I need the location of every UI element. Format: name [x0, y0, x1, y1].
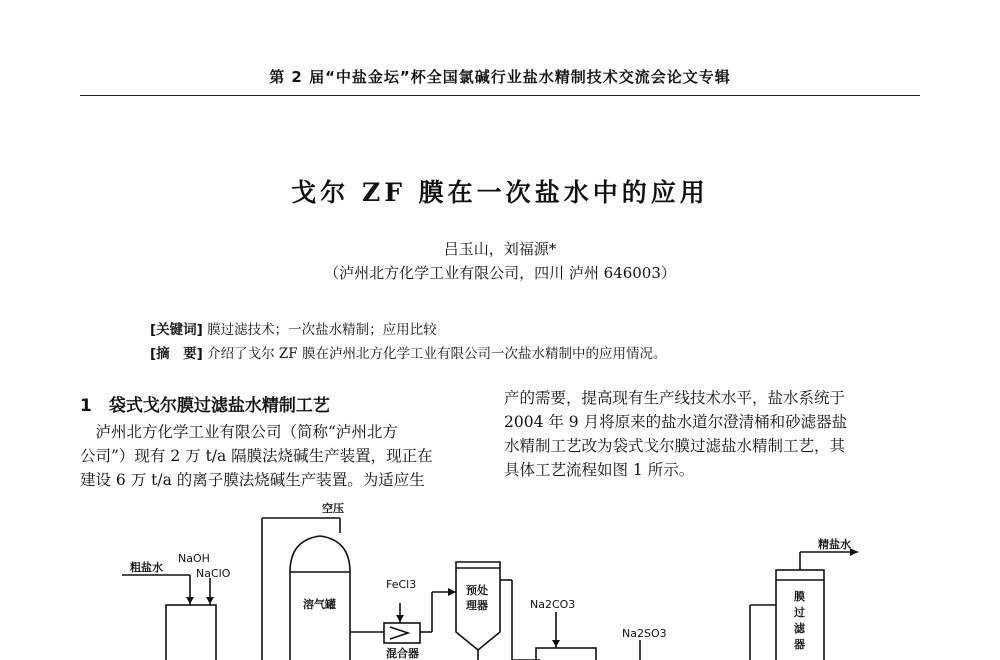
left-line-3: 建设 6 万 t/a 的离子膜法烧碱生产装置。为适应生 [80, 471, 425, 489]
label-na2co3: Na2CO3 [530, 598, 576, 611]
right-line-3: 水精制工艺改为袋式戈尔膜过滤盐水精制工艺，其 [504, 437, 846, 455]
label-mixer: 混合器 [386, 647, 419, 660]
right-line-2: 2004 年 9 月将原来的盐水道尔澄清桶和砂滤器盐 [504, 413, 848, 431]
label-dissolver: 溶气罐 [303, 598, 336, 611]
crude-brine-tank [166, 605, 216, 660]
label-pretreater-1: 预处 [466, 584, 488, 597]
left-line-1: 泸州北方化学工业有限公司（简称“泸州北方 [80, 423, 398, 441]
reaction-tank [536, 648, 596, 660]
abstract-text: 介绍了戈尔 ZF 膜在泸州北方化学工业有限公司一次盐水精制中的应用情况。 [207, 346, 667, 362]
left-line-2: 公司”）现有 2 万 t/a 隔膜法烧碱生产装置，现正在 [80, 447, 433, 465]
label-naoh: NaOH [178, 552, 210, 565]
paper-affiliation: （泸州北方化学工业有限公司，四川 泸州 646003） [324, 264, 676, 282]
label-membrane-3: 滤 [794, 622, 805, 635]
label-air-pressure: 空压 [322, 502, 344, 515]
label-refined-brine: 精盐水 [818, 538, 851, 551]
journal-header: 第 2 届“中盐金坛”杯全国氯碱行业盐水精制技术交流会论文专辑 [269, 68, 731, 86]
label-membrane-2: 过 [794, 606, 805, 619]
label-na2so3: Na2SO3 [622, 627, 667, 640]
keywords-label: [关键词] [150, 322, 203, 338]
label-fecl3: FeCl3 [386, 578, 417, 591]
label-membrane-1: 膜 [794, 590, 805, 603]
keywords-text: 膜过滤技术；一次盐水精制；应用比较 [207, 322, 437, 338]
label-membrane-4: 器 [794, 638, 805, 651]
paper-title: 戈尔 ZF 膜在一次盐水中的应用 [291, 178, 709, 207]
right-line-4: 具体工艺流程如图 1 所示。 [504, 461, 695, 479]
mixer [384, 623, 420, 643]
label-crude-brine: 粗盐水 [130, 561, 163, 574]
paper-authors: 吕玉山，刘福源* [443, 240, 557, 258]
label-naclo: NaClO [196, 567, 231, 580]
section-heading: 1 袋式戈尔膜过滤盐水精制工艺 [80, 396, 330, 416]
label-pretreater-2: 理器 [466, 599, 488, 612]
abstract-label: [摘 要] [150, 346, 203, 362]
right-line-1: 产的需要，提高现有生产线技术水平，盐水系统于 [504, 389, 846, 407]
